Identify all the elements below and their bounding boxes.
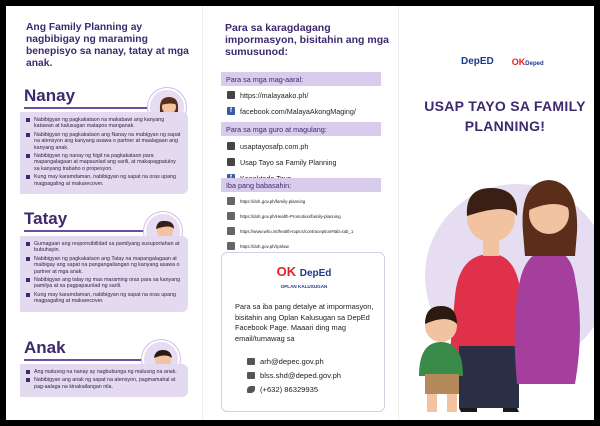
anak-heading: Anak	[24, 338, 66, 357]
link-text: https://doh.gov.ph/Health-Promotion/family-planning	[240, 213, 341, 219]
document-icon	[227, 227, 235, 235]
logo-ok-text: OK	[276, 264, 297, 279]
link-doh-fp[interactable]	[227, 195, 305, 207]
email-arh[interactable]	[247, 356, 324, 367]
link-who-contraception[interactable]	[227, 225, 353, 237]
logo-deped-text: DepEd	[299, 268, 332, 279]
link-malayaako[interactable]	[227, 89, 308, 101]
section-bar-students: Para sa mga mag-aaral:	[221, 72, 381, 86]
benefits-intro: Ang Family Planning ay nagbibigay ng maraming benepisyo sa nanay, tatay at mga anak.	[26, 22, 189, 69]
cover-panel	[398, 6, 594, 420]
logo-ok-text: OK	[511, 56, 526, 67]
link-text: usaptayosafp.com.ph	[240, 141, 309, 151]
email-icon	[247, 372, 255, 379]
link-text: https://doh.gov.ph/family-planning	[240, 198, 306, 204]
document-icon	[227, 212, 235, 220]
deped-logo: DepED	[461, 56, 494, 67]
nanay-underline	[24, 107, 164, 109]
link-text: https://www.who.int/health-topics/contraception#tab=tab_1	[240, 228, 354, 234]
facebook-icon: f	[227, 107, 235, 115]
document-icon	[227, 242, 235, 250]
contact-text: blss.shd@deped.gov.ph	[260, 371, 342, 380]
tatay-underline	[24, 230, 148, 232]
anak-benefits-card	[20, 364, 188, 397]
link-text: facebook.com/MalayaAkongMaging/	[240, 106, 356, 116]
link-usaptayosafp[interactable]	[227, 140, 308, 152]
oplan-kalusugan-logo	[269, 264, 339, 298]
list-item: Gumagaan ang responsibilidad sa pamilyang susuportahan at bubuhayin.	[26, 241, 182, 254]
section-bar-teachers-parents: Para sa mga guro at magulang:	[221, 122, 381, 136]
list-item: Nabibigyan ng pagkakataon ang Tatay na mapangalagaan at maibigay ang sapat na pangangailangan ng kanyang asawa o partner at mga anak.	[26, 256, 182, 275]
cover-title: USAP TAYO SA FAMILY PLANNING!	[424, 98, 586, 134]
list-item: Kung may karamdaman, nabibigyan ng sapat na oras upang magpagaling at makarecover.	[26, 174, 182, 187]
link-text: https://malayaako.ph/	[240, 90, 309, 100]
list-item: Nabibigyan ang tatay ng mas maraming oras para sa kanyang pamilya at sa pagpapaunlad ng sarili.	[26, 277, 182, 290]
web-icon	[227, 142, 235, 150]
list-item: Nabibigyan ng pagkakataon ang Nanay na mabigyan ng sapat na atensyon ang kanyang asawa o partner at maalagaan ang kanyang anak.	[26, 132, 182, 151]
section-bar-reading: Iba pang babasahin:	[221, 178, 381, 192]
phone-number[interactable]	[247, 384, 318, 395]
link-text: https://doh.gov.ph/rpnlaw	[240, 243, 289, 249]
logo-sub-text: OPLAN KALUSUGAN	[280, 284, 328, 289]
brochure	[6, 6, 594, 420]
list-item: Nabibigyan ang anak ng sapat na atensyon, pagmamahal at pag-aalaga na kinakailangan nila.	[26, 377, 182, 390]
link-facebook-malaya[interactable]	[227, 105, 356, 117]
tatay-heading: Tatay	[24, 209, 68, 228]
anak-underline	[24, 359, 148, 361]
link-usap-tayo-fp[interactable]	[227, 156, 337, 168]
document-icon	[227, 197, 235, 205]
web-icon	[227, 158, 235, 166]
contact-info-text: Para sa iba pang detalye at impormasyon, bisitahin ang Oplan Kalusugan sa DepEd Facebook Page. Maaari ding mag email/tumawag sa	[235, 302, 374, 343]
link-text: Usap Tayo sa Family Planning	[240, 157, 337, 167]
list-item: Kung may karamdaman, nabibigyan ng sapat na oras upang magpagaling at makarecover.	[26, 292, 182, 305]
family-illustration	[399, 146, 594, 420]
tatay-benefits-card	[20, 236, 188, 312]
link-doh-rpnlaw[interactable]	[227, 240, 289, 252]
list-item: Nabibigyan ng nanay ng higit na pagkakataon para mapangalagaan at mapaunlad ang sarili, at makapagpatuloy sa kanyang trabaho o propesyon.	[26, 153, 182, 172]
list-item: Nabibigyan ng pagkakataon na makabawi ang kanyang katawan at kalusugan matapos manganak.	[26, 117, 182, 130]
link-doh-health-promotion[interactable]	[227, 210, 341, 222]
cover-logos	[461, 56, 544, 67]
email-blss[interactable]	[247, 370, 341, 381]
list-item: Ang malusog na nanay ay nagbubunga ng malusog na anak.	[26, 369, 182, 375]
benefits-panel	[6, 6, 202, 420]
nanay-heading: Nanay	[24, 86, 76, 105]
resources-title: Para sa karagdagang impormasyon, bisitahin ang mga sumusunod:	[225, 22, 389, 58]
web-icon	[227, 91, 235, 99]
contact-text: arh@depec.gov.ph	[260, 357, 324, 366]
phone-icon	[247, 386, 255, 393]
ok-deped-logo	[512, 57, 544, 67]
email-icon	[247, 358, 255, 365]
nanay-benefits-card	[20, 112, 188, 194]
contact-text: (+632) 86329935	[260, 385, 319, 394]
logo-ok-sub: Deped	[525, 60, 544, 67]
resources-panel	[202, 6, 398, 420]
